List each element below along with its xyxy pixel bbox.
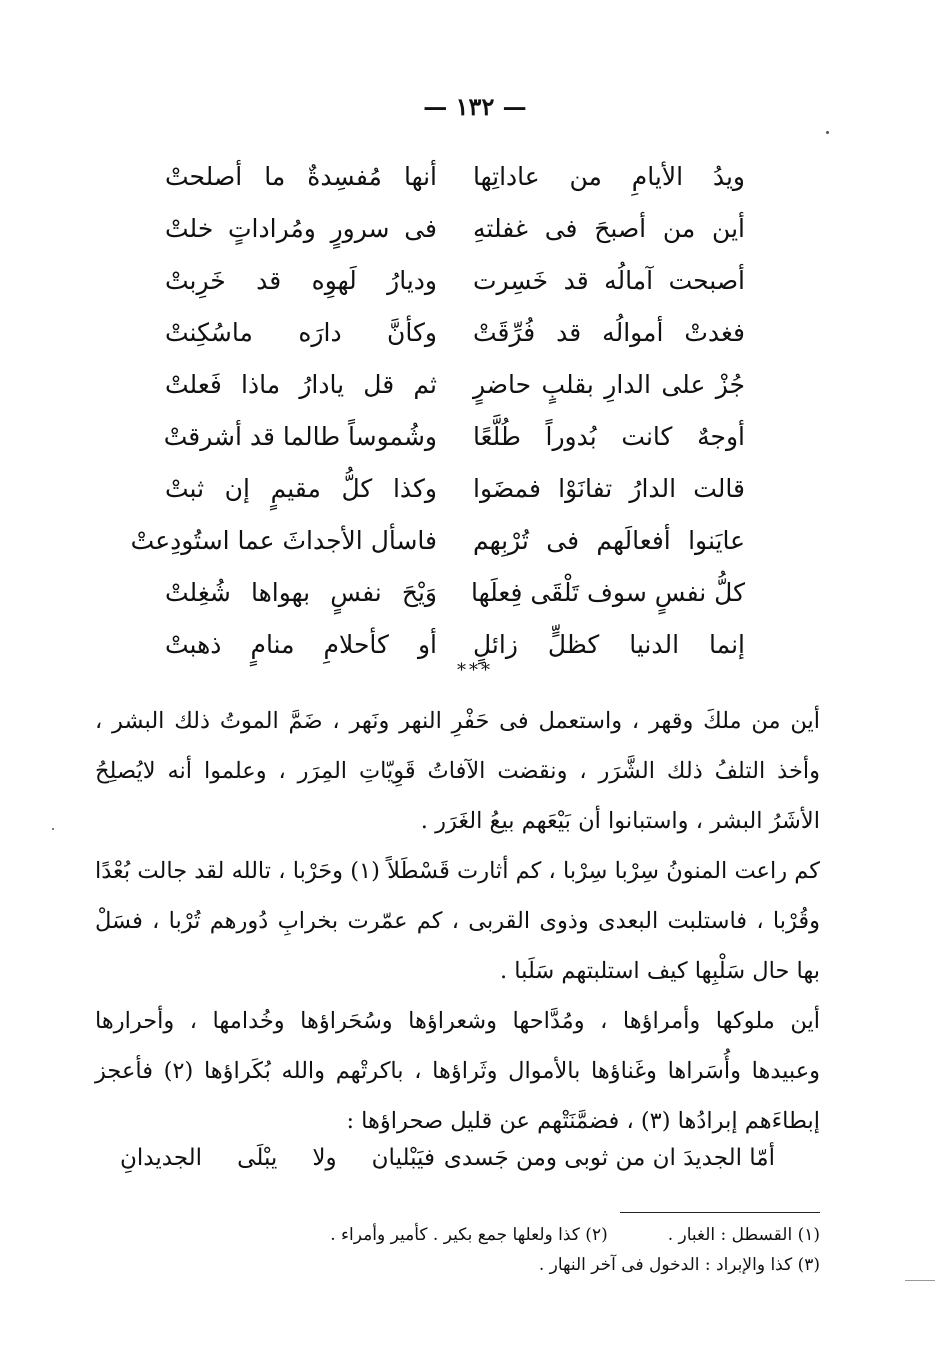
hemistich-left: فاسأل الأجداثَ عما استُودِعتْ [130,525,437,555]
hemistich-right: أين من أصبحَ فى غفلتهِ [473,213,745,243]
hemistich-left: وديارُ لَهوِه قد خَرِبتْ [165,265,437,295]
footnotes [240,1220,820,1280]
hemistich-right: كلُّ نفسٍ سوف تَلْقَى فِعلَها [470,577,745,607]
footnote-3: (٣) كذا والإبراد : الدخول فى آخر النهار . [538,1255,820,1275]
hemistich-right: فغدتْ أموالُه قد فُرِّقَتْ [473,317,745,347]
hemistich-left: ثم قل يادارُ ماذا فَعلتْ [165,369,437,399]
scan-speck [826,131,829,134]
hemistich-right: قالت الدارُ تفانَوْا فمضَوا [473,473,745,503]
paragraph: أين من ملكَ وقهر ، واستعمل فى حَفْرِ النهر ونَهر ، ضَمَّ الموتُ ذلك البشر ، وأخذ التلفُ ذلك الشَّرَر ، ونقضت الآفاتُ قَوِيّاتِ المِرَر ، وعلموا أنه لايُصلِحُ الأشَرُ البشر ، واستبانوا أن بَيْعَهم بيعُ الغَرَر . [95,708,820,834]
hemistich-right: أمّا الجديدَ ان من ثوبى ومن جَسدى [443,1145,775,1171]
verse-line [130,514,745,566]
verse-line [165,410,745,462]
footnote-1: (١) القسطل : الغبار . [667,1225,820,1245]
hemistich-right: أصبحت آمالُه قد خَسِرت [473,265,745,295]
verse-line [165,202,745,254]
verse-line [165,306,745,358]
hemistich-left: وكذا كلُّ مقيمٍ إن ثبتْ [165,473,437,503]
hemistich-left: فيَبْليان ولا يبْلَى الجديدانِ [120,1145,435,1171]
hemistich-left: وَيْحَ نفسٍ بهواها شُغِلتْ [165,577,437,607]
hemistich-right: إنما الدنيا كظلٍّ زائلٍ [473,629,745,659]
hemistich-right: عايَنوا أفعالَهم فى تُرْبِهم [473,525,745,555]
verse-line [165,358,745,410]
verse-line [165,462,745,514]
hemistich-left: وكأنَّ دارَه ماسُكِنتْ [165,317,437,347]
footnote-divider [620,1212,820,1213]
poem-block [130,150,745,670]
hemistich-left: أو كأحلامِ منامٍ ذهبتْ [165,629,437,659]
paragraph: أين ملوكها وأمراؤها ، ومُدَّاحها وشعراؤها وسُحَراؤها وخُدامها ، وأحرارها وعبيدها وأُسَراها وغَناؤها بالأموال وثَراؤها ، باكرتْهم والله بُكَراؤها (٢) فأعجز إبطاءَهم إبرادُها (٣) ، فضمَّنَتْهم عن قليل صحراؤها : [95,1008,820,1134]
verse-line [165,150,745,202]
footnote-row [240,1250,820,1280]
hemistich-left: وشُموساً طالما قد أشرقتْ [163,421,437,451]
scan-speck [905,1280,935,1281]
section-separator: *** [457,660,493,681]
scan-speck [52,828,54,830]
hemistich-right: جُزْ على الدارِ بقلبٍ حاضرٍ [473,369,745,399]
paragraph: كم راعت المنونُ سِرْبا سِرْبا ، كم أثارت قَسْطَلاً (١) وحَرْبا ، تالله لقد جالت بُعْدًا وقُرْبا ، فاستلبت البعدى وذوى القربى ، كم عمّرت بخرابِ دُورهم تُرْبا ، فسَلْ بها حال سَلْبِها كيف استلبتهم سَلَبا . [95,858,820,984]
hemistich-left: فى سرورٍ ومُراداتٍ خلتْ [165,213,437,243]
prose-body [95,696,820,1146]
hemistich-right: أوجهٌ كانت بُدوراً طُلَّعًا [473,421,745,451]
closing-verse [120,1145,775,1171]
verse-line [165,566,745,618]
hemistich-right: ويدُ الأيامِ من عاداتِها [473,161,745,191]
footnote-row [240,1220,820,1250]
hemistich-left: أنها مُفسِدةٌ ما أصلحتْ [165,161,437,191]
verse-line [165,254,745,306]
page-number: — ١٣٢ — [423,92,527,121]
footnote-2: (٢) كذا ولعلها جمع بكير . كأمير وأمراء . [330,1225,608,1245]
